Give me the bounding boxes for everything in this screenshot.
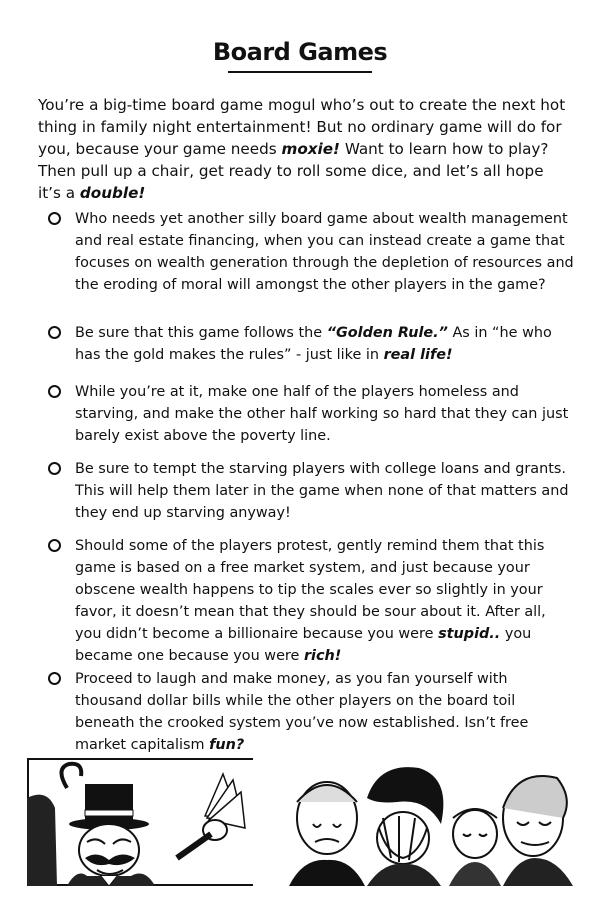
list-item-text-1: Should some of the players protest, gently remind them that this game is based on a free market system, and just because your obscene wealth happens to tip the scales ever so slightly in your favor, it doesn’t mean that they should be sour about it. After all, you didn’t become a billionaire because you were	[75, 538, 546, 642]
intro-emphasis-double: double!	[79, 184, 146, 202]
list-item	[48, 535, 576, 667]
list-item	[48, 458, 576, 524]
list-item-text-1: Be sure that this game follows the	[75, 325, 327, 341]
list-item-text-1: While you’re at it, make one half of the players homeless and starving, and make the other half working so hard that they can just barely exist above the poverty line.	[75, 384, 569, 444]
weeping-players-icon	[275, 758, 575, 886]
circle-bullet-icon	[48, 672, 61, 685]
circle-bullet-icon	[48, 212, 61, 225]
list-item	[48, 208, 576, 296]
list-item-text-2: you became one because you were	[75, 626, 532, 664]
list-item-text	[75, 535, 576, 667]
list-item-text-2: As in “he who has the gold makes the rules” - just like in	[75, 325, 552, 363]
list-item	[48, 322, 576, 366]
circle-bullet-icon	[48, 539, 61, 552]
intro-text: You’re a big-time board game mogul who’s out to create the next hot thing in family night entertainment! But no ordinary game will do for you, because your game needs	[38, 96, 566, 158]
list-item	[48, 381, 576, 447]
list-item-text	[75, 208, 576, 296]
list-item-text	[75, 381, 576, 447]
list-item-emphasis: real life!	[383, 347, 453, 363]
list-item-text	[75, 322, 576, 366]
list-item-emphasis: stupid..	[438, 626, 501, 642]
intro-text-2: Want to learn how to play? Then pull up a chair, get ready to roll some dice, and let’s all hope it’s a	[38, 140, 549, 202]
list-item-emphasis: “Golden Rule.”	[326, 325, 448, 341]
intro-paragraph	[38, 94, 570, 204]
circle-bullet-icon	[48, 462, 61, 475]
list-item-text-1: Who needs yet another silly board game about wealth management and real estate financing, when you can instead create a game that focuses on wealth generation through the depletion of resources and the eroding of moral will amongst the other players in the game?	[75, 211, 574, 293]
list-item-emphasis: rich!	[303, 648, 342, 664]
list-item-text	[75, 668, 576, 756]
title-underline	[228, 71, 372, 73]
panel-gap	[253, 758, 275, 886]
circle-bullet-icon	[48, 385, 61, 398]
list-item-text-1: Proceed to laugh and make money, as you fan yourself with thousand dollar bills while the other players on the board toil beneath the crooked system you’ve now established. Isn’t free market capitalism	[75, 671, 529, 753]
list-item-emphasis: fun?	[209, 737, 245, 753]
cartoon-mogul-and-weeping-players-illustration-icon	[27, 758, 575, 886]
circle-bullet-icon	[48, 326, 61, 339]
intro-emphasis-moxie: moxie!	[281, 140, 340, 158]
list-item-text-1: Be sure to tempt the starving players with college loans and grants. This will help them later in the game when none of that matters and they end up starving anyway!	[75, 461, 569, 521]
list-item-text	[75, 458, 576, 524]
list-item	[48, 668, 576, 756]
page-title: Board Games	[212, 38, 388, 66]
